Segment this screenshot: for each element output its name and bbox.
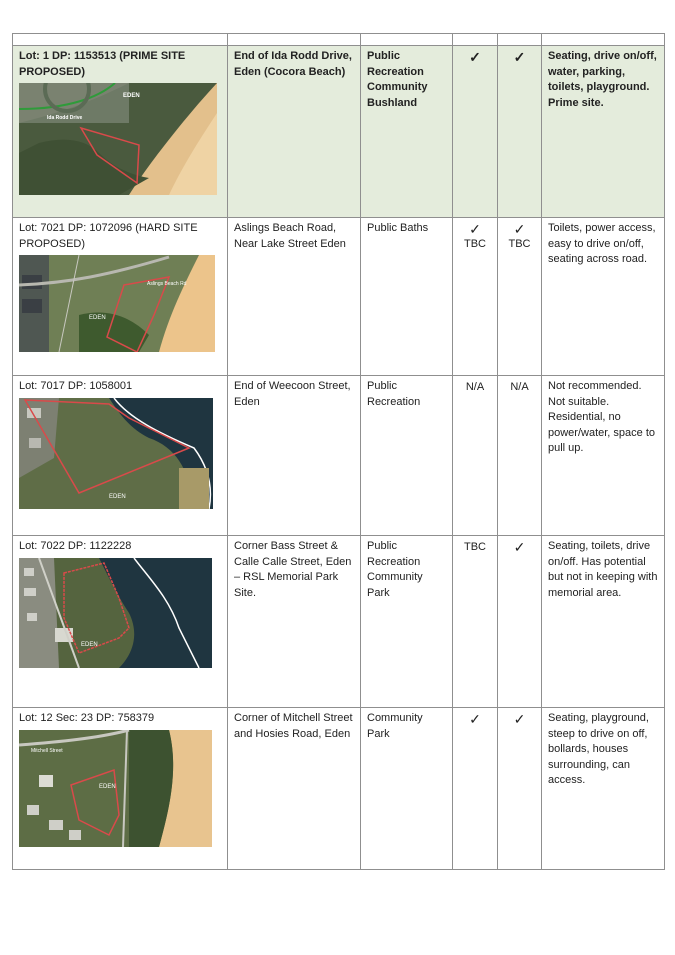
map-label: EDEN <box>123 93 140 99</box>
aerial-map-image <box>19 255 215 352</box>
lot-cell <box>13 708 228 870</box>
lot-text: Lot: 7021 DP: 1072096 (HARD SITE PROPOSED) <box>19 222 198 250</box>
notes-cell: Seating, toilets, drive on/off. Has potential but not in keeping with memorial area. <box>542 536 665 708</box>
lot-cell <box>13 536 228 708</box>
status-mark: ✓ <box>513 711 526 727</box>
lot-text: Lot: 12 Sec: 23 DP: 758379 <box>19 712 155 724</box>
header-cell <box>542 34 665 46</box>
lot-text: Lot: 7022 DP: 1122228 <box>19 540 132 552</box>
lot-text: Lot: 1 DP: 1153513 (PRIME SITE PROPOSED) <box>19 50 186 78</box>
status-mark: TBC <box>464 541 486 553</box>
location-cell: Corner Bass Street & Calle Calle Street, Eden – RSL Memorial Park Site. <box>228 536 361 708</box>
zoning-cell: Public Baths <box>361 218 453 376</box>
table-row <box>13 46 665 218</box>
notes-cell: Not recommended. Not suitable. Residential, no power/water, space to pull up. <box>542 376 665 536</box>
location-cell: Aslings Beach Road, Near Lake Street Eden <box>228 218 361 376</box>
notes-cell: Toilets, power access, easy to drive on/off, seating across road. <box>542 218 665 376</box>
status-mark: ✓ <box>469 711 481 727</box>
status-cell <box>498 46 542 218</box>
header-row <box>13 34 665 46</box>
table-row <box>13 376 665 536</box>
map-label: EDEN <box>81 641 98 648</box>
status-mark: N/A <box>510 381 529 393</box>
map-label: Ida Rodd Drive <box>47 115 83 121</box>
lot-text: Lot: 7017 DP: 1058001 <box>19 380 133 392</box>
map-label: Aslings Beach Rd <box>147 281 187 287</box>
zoning-cell: Public Recreation Community Bushland <box>361 46 453 218</box>
status-note: TBC <box>464 238 486 250</box>
zoning-cell: Public Recreation <box>361 376 453 536</box>
map-label: EDEN <box>99 783 116 790</box>
map-label: Mitchell Street <box>31 747 63 754</box>
notes-cell: Seating, drive on/off, water, parking, toilets, playground. Prime site. <box>542 46 665 218</box>
status-mark: ✓ <box>469 49 481 65</box>
location-cell: Corner of Mitchell Street and Hosies Road, Eden <box>228 708 361 870</box>
status-cell <box>453 218 498 376</box>
status-cell <box>453 376 498 536</box>
aerial-map-image <box>19 398 213 509</box>
status-note: TBC <box>508 238 531 250</box>
lot-cell <box>13 218 228 376</box>
status-cell <box>498 218 542 376</box>
location-cell: End of Ida Rodd Drive, Eden (Cocora Beach) <box>228 46 361 218</box>
aerial-map-image <box>19 558 212 668</box>
status-cell <box>498 708 542 870</box>
table-row <box>13 708 665 870</box>
table-row <box>13 536 665 708</box>
header-cell <box>228 34 361 46</box>
status-cell <box>498 536 542 708</box>
header-cell <box>498 34 542 46</box>
sites-table <box>12 33 665 870</box>
aerial-map-image <box>19 730 212 847</box>
lot-cell <box>13 46 228 218</box>
table-row <box>13 218 665 376</box>
notes-cell: Seating, playground, steep to drive on off, bollards, houses surrounding, can access. <box>542 708 665 870</box>
status-mark: ✓ <box>513 49 526 65</box>
status-mark: ✓ <box>469 221 481 237</box>
header-cell <box>453 34 498 46</box>
status-cell <box>453 46 498 218</box>
header-cell <box>361 34 453 46</box>
status-mark: ✓ <box>513 539 526 555</box>
aerial-map-image <box>19 83 217 195</box>
status-mark: N/A <box>465 381 485 393</box>
lot-cell <box>13 376 228 536</box>
location-cell: End of Weecoon Street, Eden <box>228 376 361 536</box>
header-cell <box>13 34 228 46</box>
status-cell <box>498 376 542 536</box>
zoning-cell: Community Park <box>361 708 453 870</box>
map-label: EDEN <box>89 315 106 321</box>
zoning-cell: Public Recreation Community Park <box>361 536 453 708</box>
status-cell <box>453 536 498 708</box>
status-cell <box>453 708 498 870</box>
status-mark: ✓ <box>513 221 526 237</box>
map-label: EDEN <box>109 493 126 500</box>
